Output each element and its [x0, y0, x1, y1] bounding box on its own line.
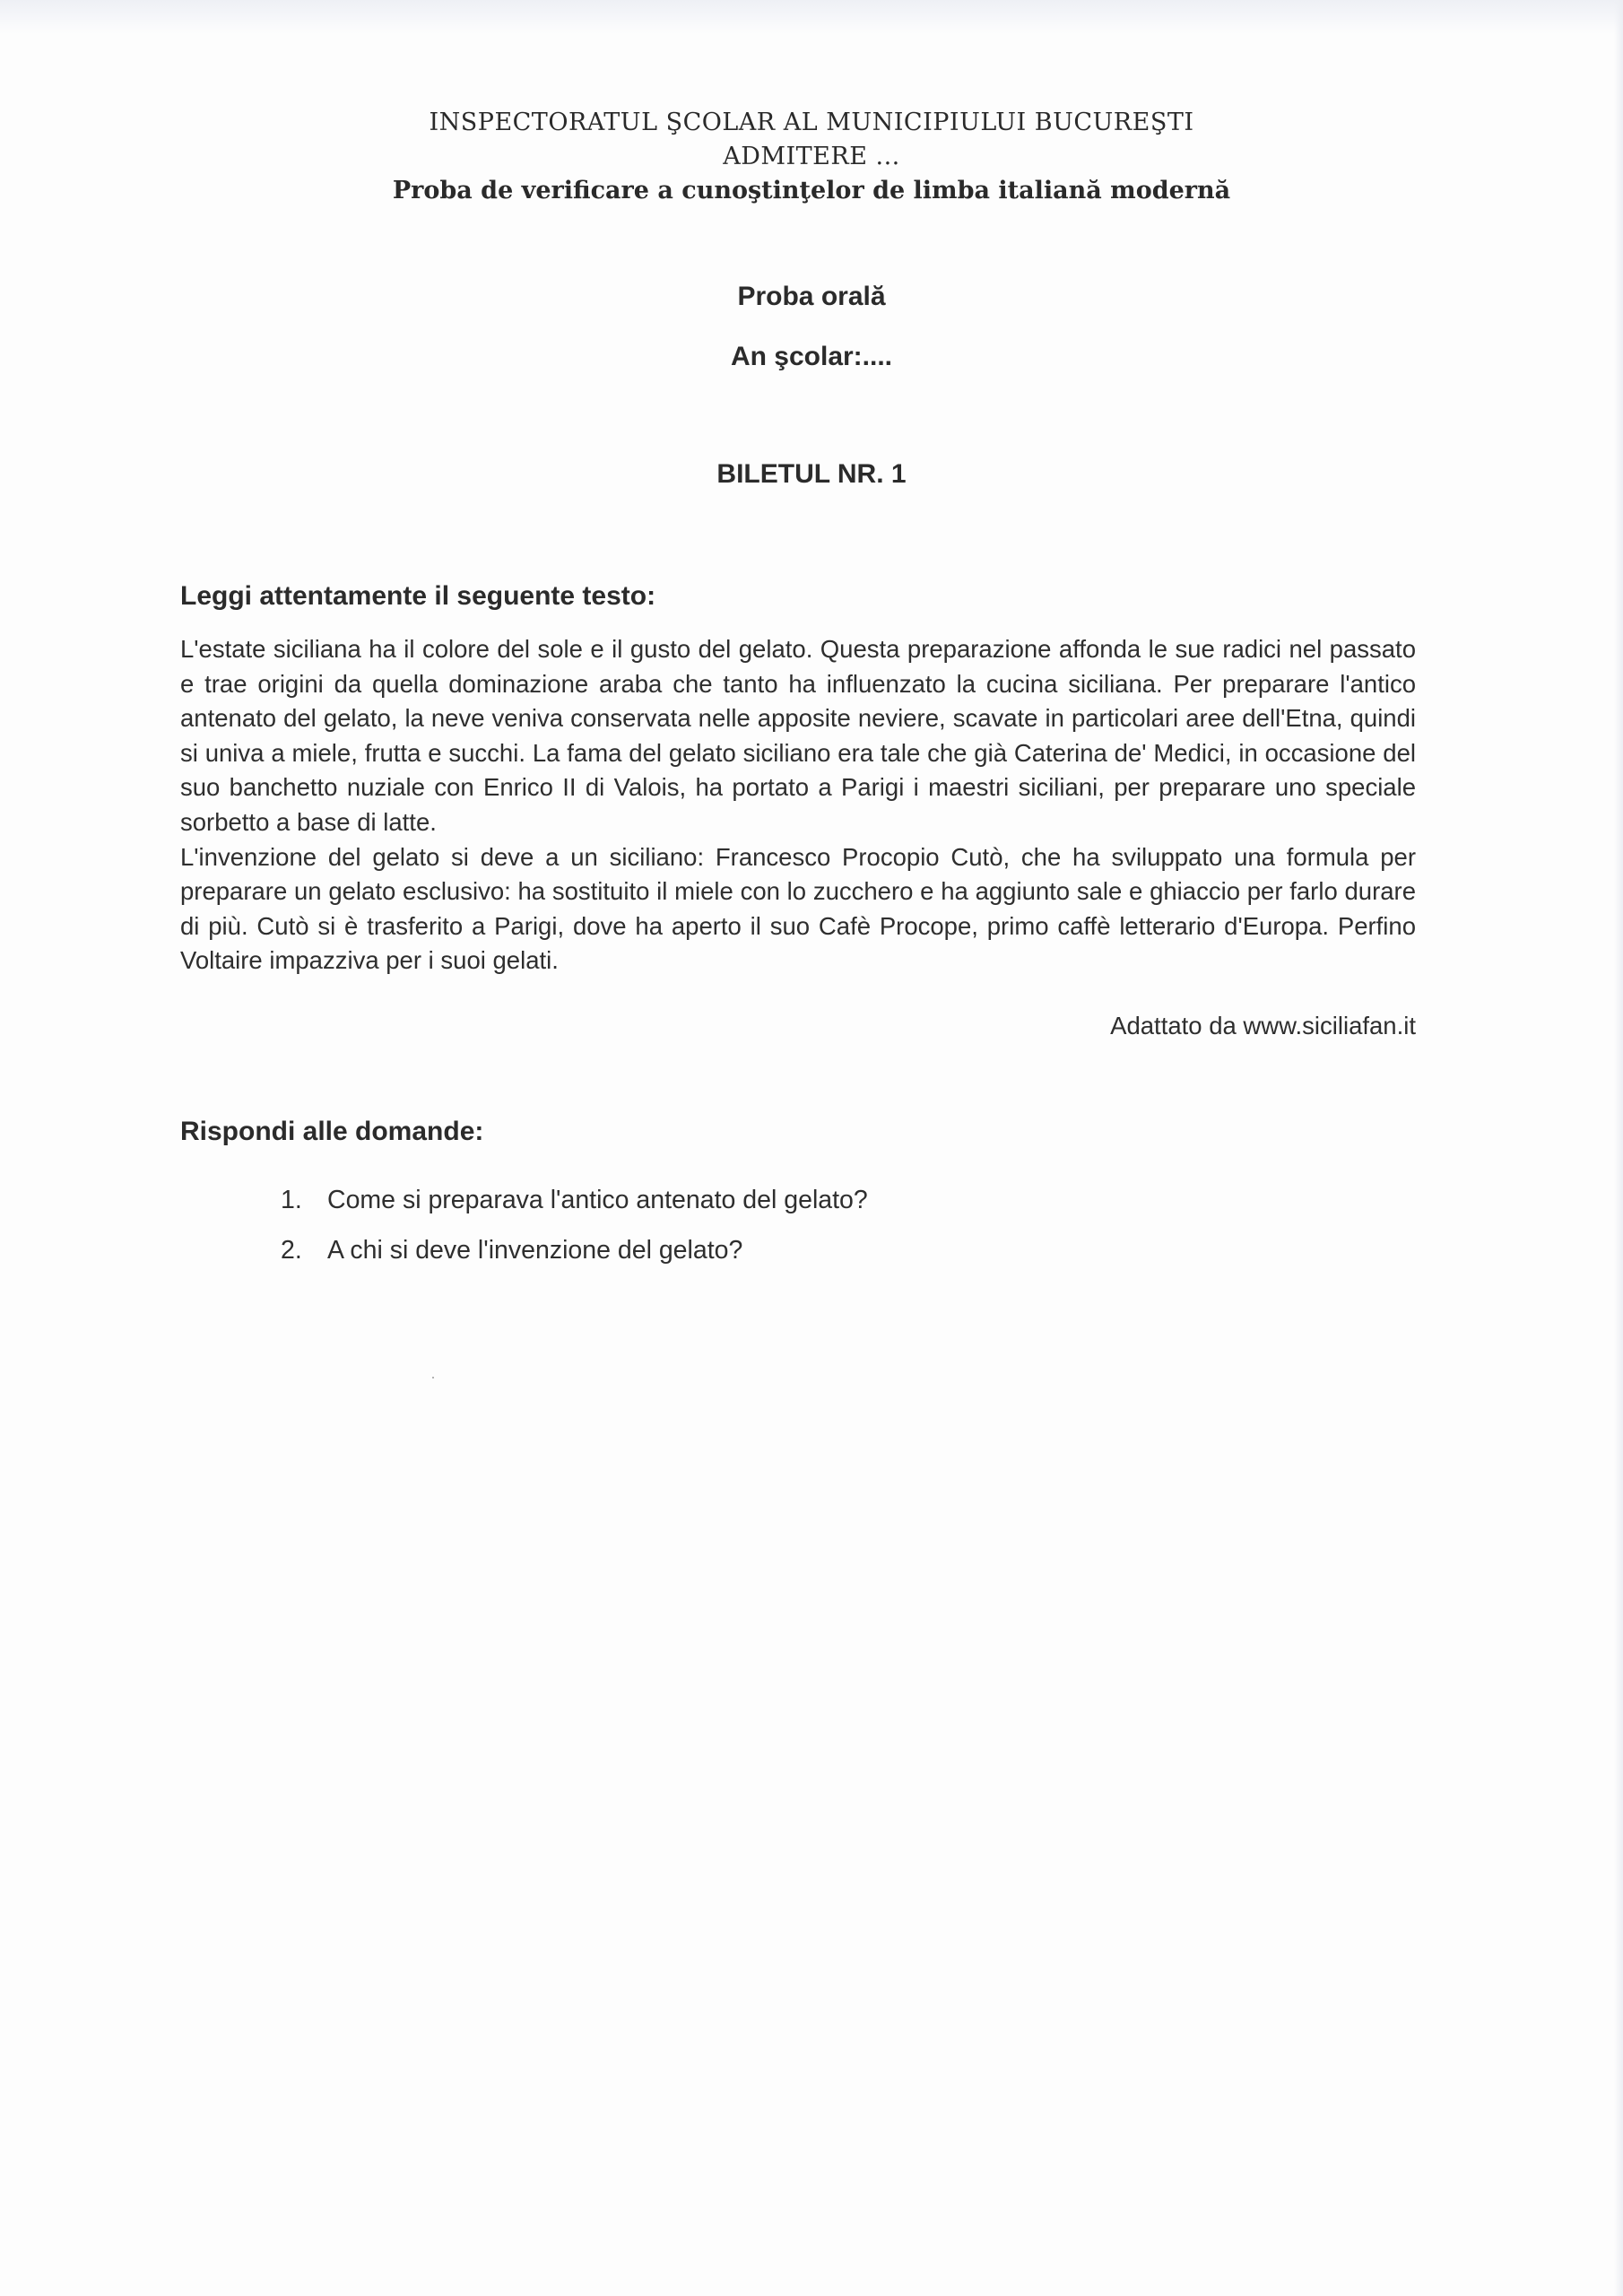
reading-text [180, 632, 1416, 978]
question-text: Come si preparava l'antico antenato del gelato? [327, 1186, 868, 1214]
inspectorate-title: INSPECTORATUL ŞCOLAR AL MUNICIPIULUI BUCUREŞTI [429, 109, 1194, 136]
school-year: An şcolar:.... [730, 342, 893, 371]
question-item [281, 1232, 868, 1283]
question-number: 1. [281, 1186, 302, 1214]
reading-paragraph: L'estate siciliana ha il colore del sole e il gusto del gelato. Questa preparazione affonda le sue radici nel passato e trae origini da quella dominazione araba che tanto ha influenzato la cucina siciliana. Per preparare l'antico antenato del gelato, la neve veniva conservata nelle apposite neviere, scavate in particolari aree dell'Etna, quindi si univa a miele, frutta e succhi. La fama del gelato siciliano era tale che già Caterina de' Medici, in occasione del suo banchetto nuziale con Enrico II di Valois, ha portato a Parigi i maestri siciliani, per preparare uno speciale sorbetto a base di latte. [180, 635, 1416, 836]
scan-speck [432, 1377, 434, 1378]
reading-instruction: Leggi attentamente il seguente testo: [180, 581, 656, 611]
question-text: A chi si deve l'invenzione del gelato? [327, 1236, 743, 1265]
question-list [281, 1182, 868, 1283]
exam-subject: Proba de verificare a cunoştinţelor de limba italiană modernă [392, 177, 1231, 204]
exam-type: Proba orală [737, 282, 886, 311]
scan-top-edge [0, 0, 1623, 34]
question-item [281, 1182, 868, 1232]
admission-title: ADMITERE ... [723, 143, 900, 170]
question-number: 2. [281, 1236, 302, 1265]
ticket-number: BILETUL NR. 1 [716, 459, 907, 489]
reading-paragraph: L'invenzione del gelato si deve a un siciliano: Francesco Procopio Cutò, che ha sviluppato una formula per preparare un gelato esclusivo: ha sostituito il miele con lo zucchero e ha aggiunto sale e ghiaccio per farlo durare di più. Cutò si è trasferito a Parigi, dove ha aperto il suo Cafè Procope, primo caffè letterario d'Europa. Perfino Voltaire impazziva per i suoi gelati. [180, 842, 1416, 975]
document-header [0, 106, 1623, 208]
questions-instruction: Rispondi alle domande: [180, 1117, 484, 1146]
text-source: Adattato da www.siciliafan.it [1110, 1012, 1416, 1039]
